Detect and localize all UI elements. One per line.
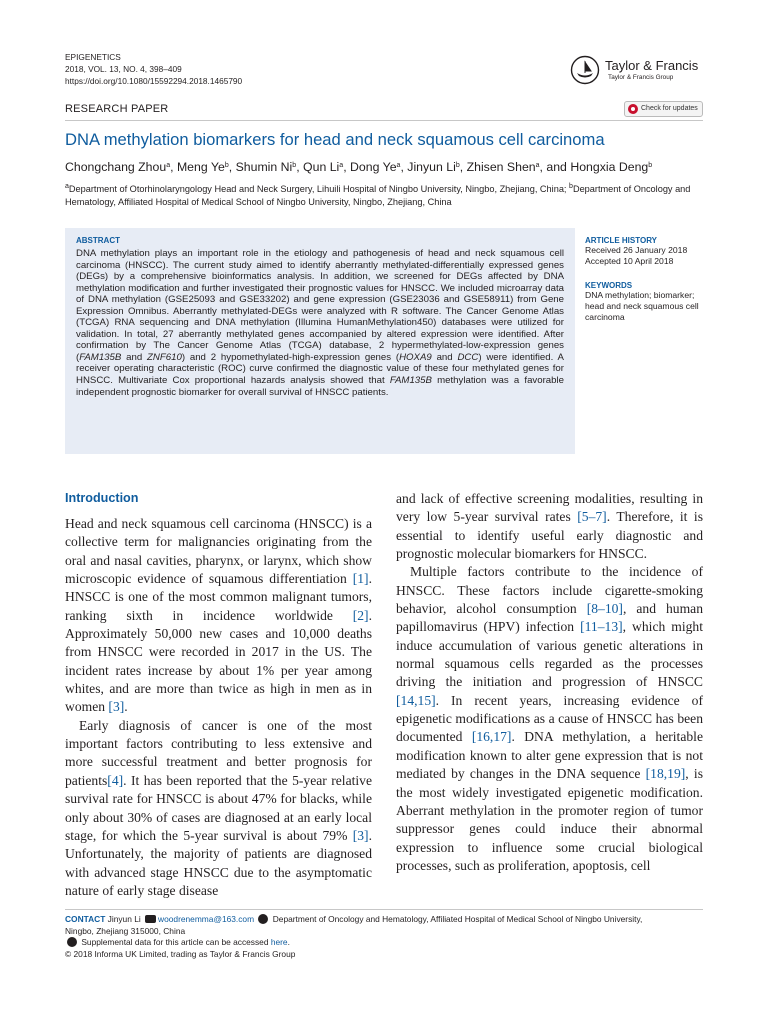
- author-affiliation: a: [166, 162, 171, 169]
- author[interactable]: Dong Ye: [350, 160, 397, 174]
- abstract-heading: ABSTRACT: [76, 236, 120, 245]
- author-list: Chongchang Zhou$^a$, Meng Ye$^b$, Shumin Ni$^b$, Qun Li$^a$, Dong Ye$^a$, Jinyun Li$^b$, Zhisen Shen$^a$, and Hongxia Deng$^b$: [65, 160, 653, 174]
- article-history: [585, 236, 705, 267]
- location-icon: [258, 914, 268, 924]
- author[interactable]: Zhisen Shen: [466, 160, 536, 174]
- author-affiliation: b: [648, 162, 653, 169]
- received-date: Received 26 January 2018: [585, 245, 688, 255]
- supplemental-period: .: [287, 937, 290, 947]
- citation-link[interactable]: [3]: [108, 699, 125, 715]
- author[interactable]: Meng Ye: [176, 160, 225, 174]
- affiliation-a: Department of Otorhinolaryngology Head and Neck Surgery, Lihuili Hospital of Ningbo University, Ningbo, Zhejiang, China;: [68, 184, 570, 194]
- copyright: © 2018 Informa UK Limited, trading as Taylor & Francis Group: [65, 948, 296, 959]
- envelope-icon: [145, 915, 156, 923]
- paragraph: Head and neck squamous cell carcinoma (HNSCC) is a collective term for malignancies originating from the oral and nasal cavities, pharynx, or larynx, which show microscopic evidence of squamous differentiation [1]. HNSCC is one of the most common malignant tumors, ranking sixth in incidence worldwide [2]. Approximately 50,000 new cases and 10,000 deaths from HNSCC were recorded in 2017 in the US. The incident rates increase by about 1% per year among whites, and are more than twice as high in men as in women [3].: [65, 516, 372, 715]
- publisher-name: Taylor & Francis: [605, 58, 699, 73]
- check-updates-button[interactable]: [624, 101, 703, 117]
- paragraph: and lack of effective screening modalities, resulting in very low 5-year survival rates [5–7]. Therefore, it is essential to identify useful early diagnostic and prognostic molecular biomarkers for HNSCC.: [396, 491, 703, 562]
- paragraph: Multiple factors contribute to the incidence of HNSCC. These factors include cigarette-smoking behavior, alcohol consumption [8–10], and human papillomavirus (HPV) infection [11–13], which might induce accumulation of various genetic alterations in normal squamous cells regarded as the processes driving the initiation and progression of HNSCC [14,15]. In recent years, increasing evidence of epigenetic modifications as a cause of HNSCC has been documented [16,17]. DNA methylation, a heritable modification known to alter gene expression that is not mediated by changes in the DNA sequence [18,19], is the most widely investigated epigenetic modification. Aberrant methylation in the promoter region of tumor suppressor genes could induce their abnormal expression to influence some crucial biological processes, such as proliferation, apoptosis, cell: [396, 564, 703, 873]
- supplemental-text: Supplemental data for this article can be accessed: [79, 937, 271, 947]
- citation-link[interactable]: [4]: [107, 772, 124, 788]
- footer-divider: [65, 909, 703, 910]
- section-heading-introduction: Introduction: [65, 491, 139, 505]
- citation-link[interactable]: [8–10]: [586, 601, 623, 617]
- right-column: [396, 490, 703, 875]
- author[interactable]: Jinyun Li: [407, 160, 456, 174]
- citation-link[interactable]: [14,15]: [396, 692, 436, 708]
- check-updates-label: Check for updates: [641, 104, 698, 112]
- citation-link[interactable]: [3]: [352, 827, 369, 843]
- citation-link[interactable]: [2]: [352, 607, 369, 623]
- article-type: RESEARCH PAPER: [65, 103, 169, 115]
- author-affiliation: b: [292, 162, 297, 169]
- citation-link[interactable]: [18,19]: [645, 766, 686, 782]
- contact-email[interactable]: woodrenemma@163.com: [158, 914, 255, 924]
- header-divider: [65, 120, 703, 121]
- author[interactable]: Shumin Ni: [235, 160, 293, 174]
- publisher-logo[interactable]: [570, 55, 710, 87]
- author-affiliation: a: [535, 162, 540, 169]
- article-title: DNA methylation biomarkers for head and neck squamous cell carcinoma: [65, 130, 605, 149]
- keywords-heading: KEYWORDS: [585, 281, 633, 290]
- citation-link[interactable]: [1]: [352, 571, 369, 587]
- keywords-text: DNA methylation; biomarker; head and neck squamous cell carcinoma: [585, 290, 699, 323]
- supplemental-icon: [67, 937, 77, 947]
- contact-address: Department of Oncology and Hematology, Affiliated Hospital of Medical School of Ningbo University,: [270, 914, 643, 924]
- affiliation-label: b: [569, 183, 573, 190]
- affiliation-b: Department of Oncology and Hematology, Affiliated Hospital of Medical School of Ningbo University, Ningbo, Zhejiang, China: [65, 184, 691, 207]
- journal-info: [65, 51, 242, 87]
- crossmark-icon: [628, 104, 638, 114]
- author[interactable]: Qun Li: [303, 160, 340, 174]
- author-affiliation: b: [455, 162, 460, 169]
- author-affiliation: b: [224, 162, 229, 169]
- abstract-text: DNA methylation plays an important role in the etiology and pathogenesis of head and neck squamous cell carcinoma (HNSCC). The current study aimed to identify aberrantly methylated-differentially expressed genes (DEGs) by a comprehensive bioinformatics analysis. In addition, we screened for DEGs affected by DNA methylation modification and further investigated their prognostic values for HNSCC. We included microarray data of DNA methylation (GSE25093 and GSE33202) and gene expression (GSE23036 and GSE58911) from Gene Expression Omnibus. Aberrantly methylated-DEGs were analyzed with R software. The Cancer Genome Atlas (TCGA) RNA sequencing and DNA methylation (Illumina HumanMethylation450) databases were utilized for validation. In total, 27 aberrantly methylated genes accompanied by altered expression were identified. After confirmation by The Cancer Genome Atlas (TCGA) database, 2 hypermethylated-low-expression genes (FAM135B and ZNF610) and 2 hypomethylated-high-expression genes (HOXA9 and DCC) were identified. A receiver operating characteristic (ROC) curve confirmed the diagnostic value of these four methylated genes for HNSCC. Multivariate Cox proportional hazards analysis showed that FAM135B methylation was a favorable independent prognostic biomarker for overall survival of HNSCC patients.: [76, 248, 564, 398]
- citation-link[interactable]: [11–13]: [580, 619, 623, 635]
- author[interactable]: Hongxia Deng: [570, 160, 649, 174]
- journal-name: EPIGENETICS: [65, 52, 121, 62]
- author[interactable]: Chongchang Zhou: [65, 160, 167, 174]
- journal-doi[interactable]: https://doi.org/10.1080/15592294.2018.1465790: [65, 76, 243, 86]
- keywords: [585, 281, 705, 324]
- accepted-date: Accepted 10 April 2018: [585, 256, 674, 267]
- publisher-group: Taylor & Francis Group: [608, 74, 674, 81]
- citation-link[interactable]: [16,17]: [471, 729, 512, 745]
- article-history-heading: ARTICLE HISTORY: [585, 236, 658, 245]
- left-column: [65, 515, 372, 900]
- boat-icon: [570, 55, 600, 85]
- journal-issue: 2018, VOL. 13, NO. 4, 398–409: [65, 64, 182, 74]
- citation-link[interactable]: [5–7]: [577, 509, 607, 525]
- paragraph: Early diagnosis of cancer is one of the most important factors contributing to less extensive and more successful treatment and better prognosis for patients[4]. It has been reported that the 5-year relative survival rate for HNSCC is about 47% for blacks, while only about 30% of cases are diagnosed at an early local stage, for which the 5-year survival is about 79% [3]. Unfortunately, the majority of patients are diagnosed with advanced stage HNSCC due to the asymptomatic nature of early stage disease: [65, 717, 372, 898]
- footer-contact: [65, 914, 710, 960]
- contact-name: Jinyun Li: [105, 914, 144, 924]
- author-affiliation: a: [339, 162, 344, 169]
- contact-address-line2: Ningbo, Zhejiang 315000, China: [65, 925, 186, 936]
- contact-label: CONTACT: [65, 914, 106, 924]
- author-affiliation: a: [396, 162, 401, 169]
- affiliations: [65, 183, 705, 209]
- affiliation-label: a: [65, 183, 69, 190]
- supplemental-link[interactable]: here: [270, 937, 288, 947]
